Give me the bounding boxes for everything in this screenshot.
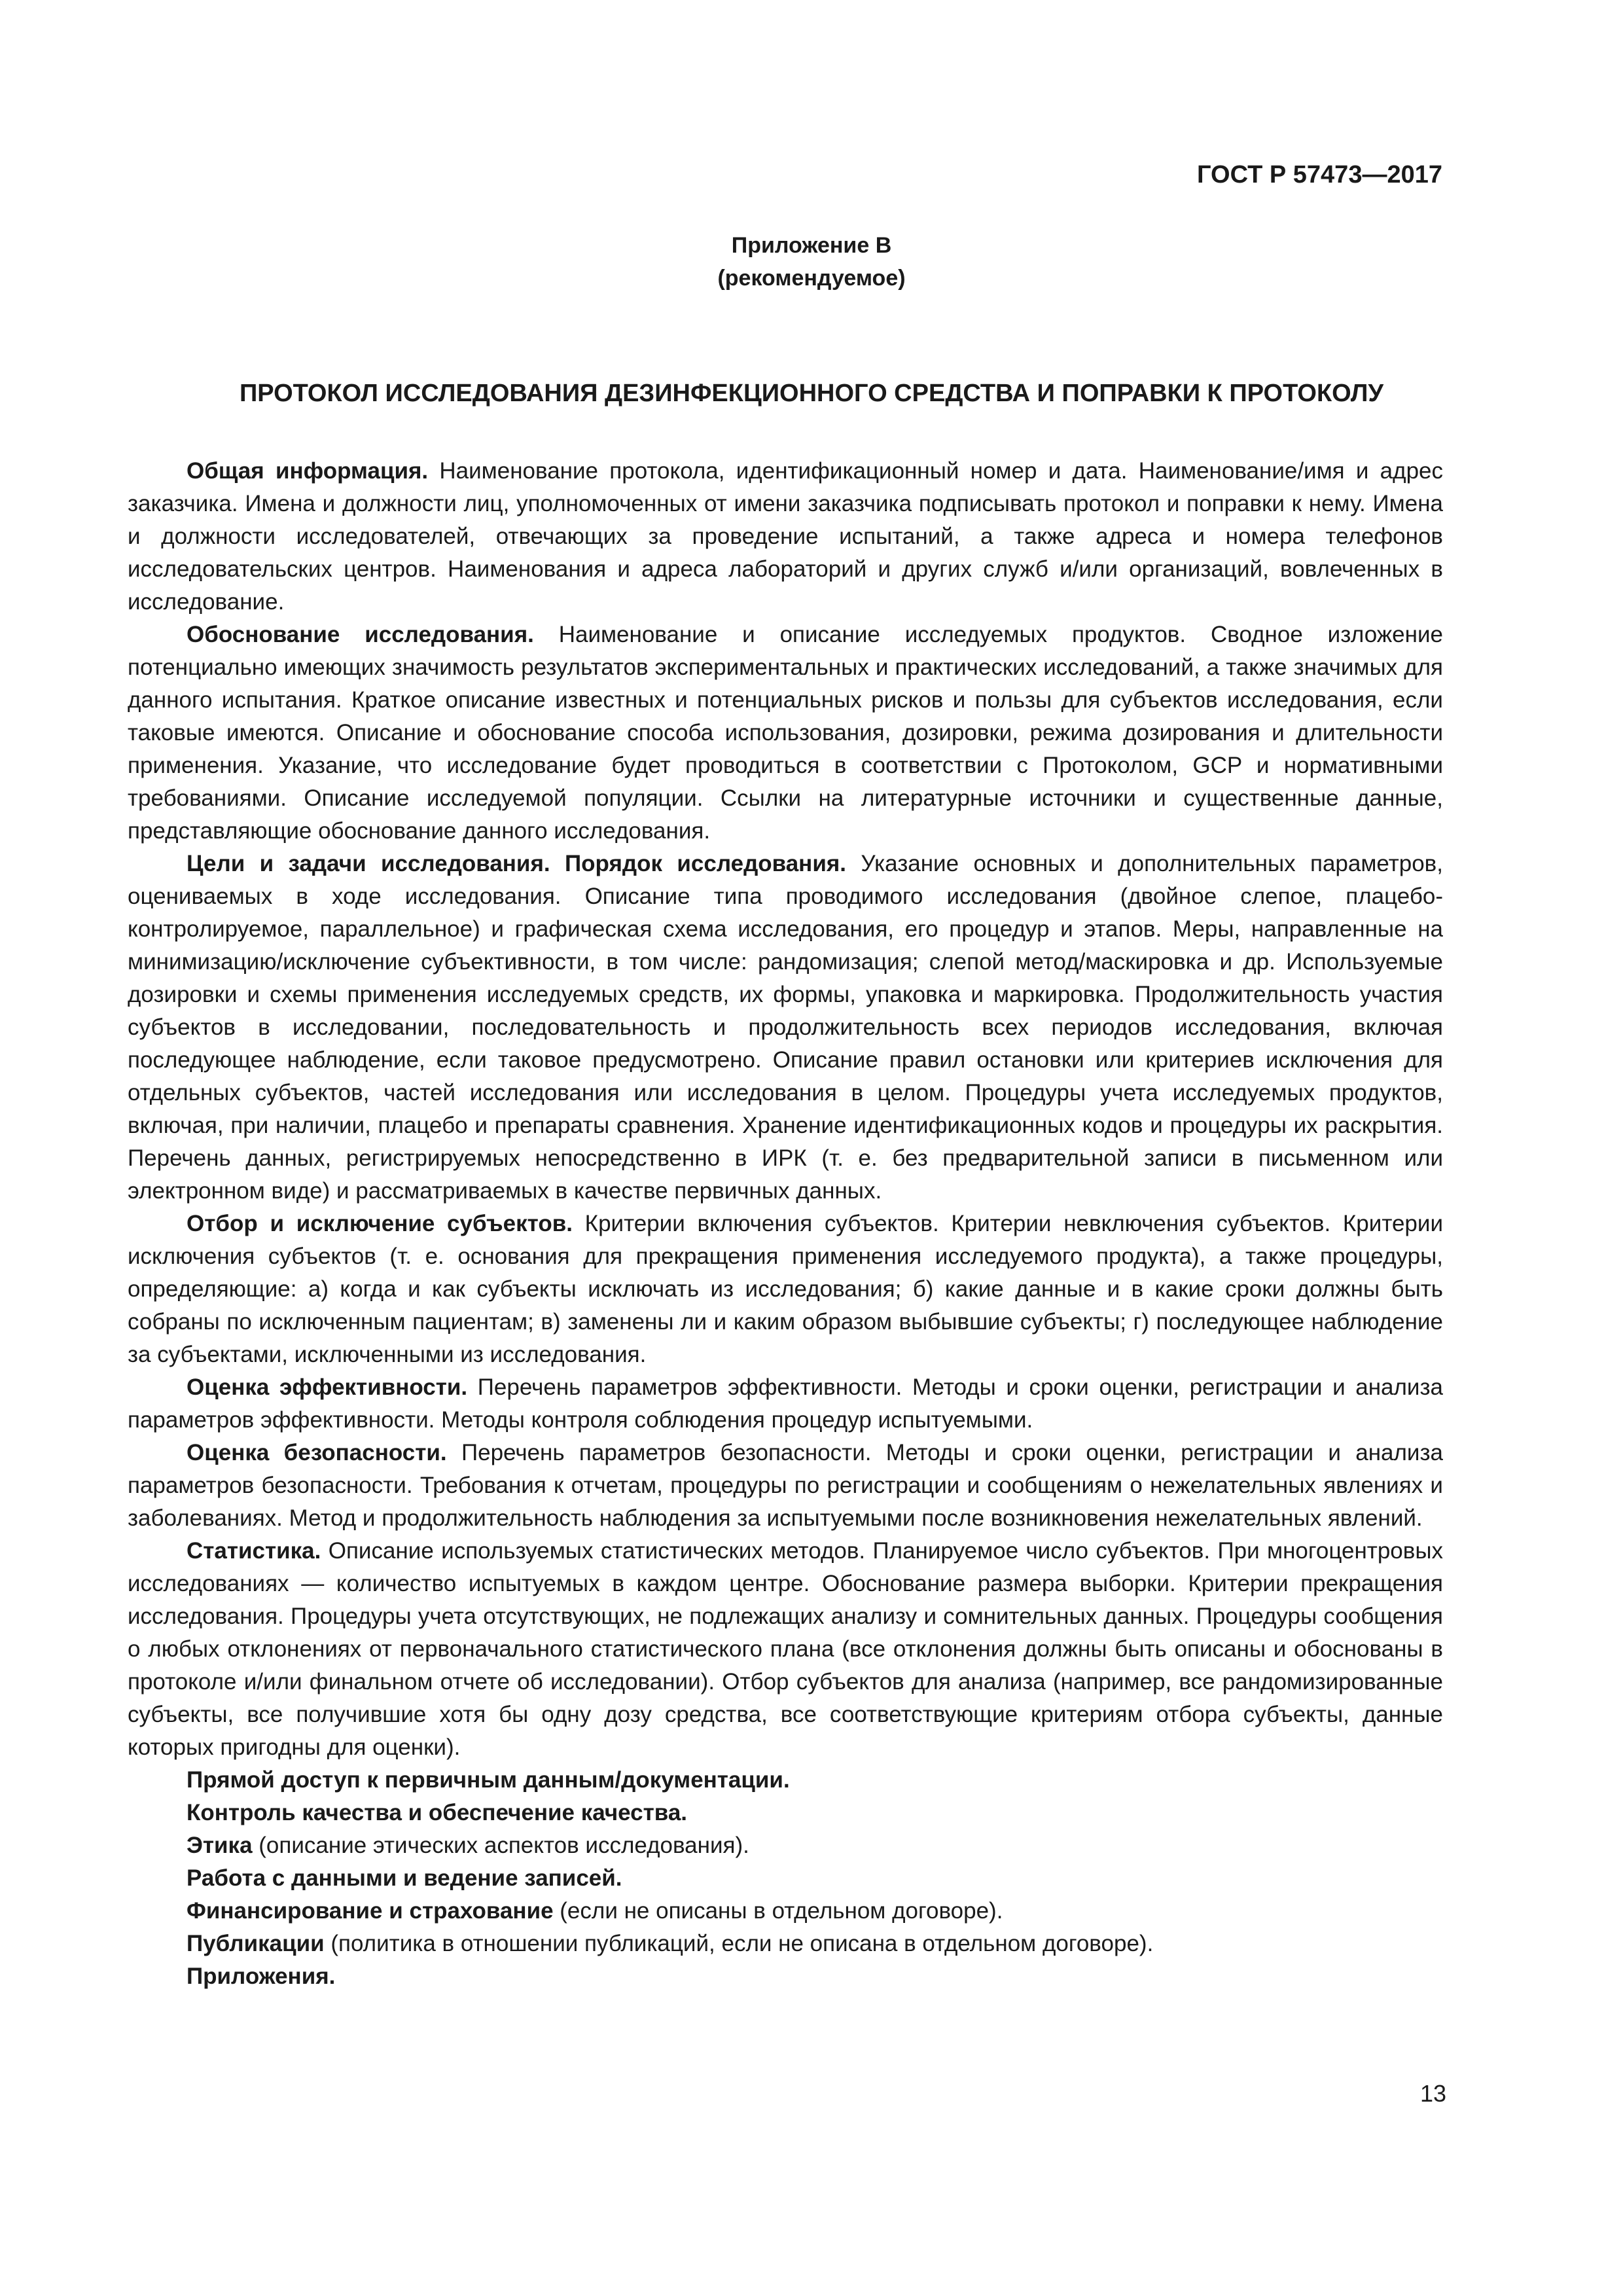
- section-text: Перечень параметров эффективности. Методы и сроки оценки, регистрации и анализа параметров эффективности. Методы контроля соблюдения процедур испытуемыми.: [128, 1374, 1443, 1433]
- item-financing: [128, 1895, 1443, 1928]
- item-heading: Финансирование и страхование: [187, 1898, 554, 1924]
- section-text: Критерии включения субъектов. Критерии невключения субъектов. Критерии исключения субъектов (т. е. основания для прекращения применения исследуемого продукта), а также процедуры, определяющие: а) когда и как субъекты исключать из исследования; б) какие данные и в какие сроки должны быть собраны по исключенным пациентам; в) заменены ли и каким образом выбывшие субъекты; г) последующее наблюдение за субъектами, исключенными из исследования.: [128, 1211, 1443, 1367]
- section-heading: Общая информация.: [187, 458, 429, 484]
- item-heading: Этика: [187, 1833, 253, 1858]
- section-heading: Отбор и исключение субъектов.: [187, 1211, 573, 1236]
- item-ethics: [128, 1829, 1443, 1862]
- document-code: ГОСТ Р 57473—2017: [1197, 161, 1442, 188]
- item-direct-access: [128, 1764, 1443, 1797]
- item-heading: Приложения.: [187, 1964, 336, 1989]
- annex-label: Приложение В: [731, 233, 892, 258]
- section-heading: Оценка безопасности.: [187, 1440, 447, 1465]
- section-statistics: [128, 1535, 1443, 1764]
- section-rationale: [128, 619, 1443, 848]
- section-text: Наименование и описание исследуемых продуктов. Сводное изложение потенциально имеющих значимость результатов экспериментальных и практических исследований, а также значимых для данного испытания. Краткое описание известных и потенциальных рисков и пользы для субъектов исследования, если таковые имеются. Описание и обоснование способа использования, дозировки, режима дозирования и длительности применения. Указание, что исследование будет проводиться в соответствии с Протоколом, GCP и нормативными требованиями. Описание исследуемой популяции. Ссылки на литературные источники и существенные данные, представляющие обоснование данного исследования.: [128, 622, 1443, 844]
- section-text: Указание основных и дополнительных параметров, оцениваемых в ходе исследования. Описание типа проводимого исследования (двойное слепое, плацебо-контролируемое, параллельное) и графическая схема исследования, его процедур и этапов. Меры, направленные на минимизацию/исключение субъективности, в том числе: рандомизация; слепой метод/маскировка и др. Используемые дозировки и схемы применения исследуемых средств, их формы, упаковка и маркировка. Продолжительность участия субъектов в исследовании, последовательность и продолжительность всех периодов исследования, включая последующее наблюдение, если таковое предусмотрено. Описание правил остановки или критериев исключения для отдельных субъектов, частей исследования или исследования в целом. Процедуры учета исследуемых продуктов, включая, при наличии, плацебо и препараты сравнения. Хранение идентификационных кодов и процедуры их раскрытия. Перечень данных, регистрируемых непосредственно в ИРК (т. е. без предварительной записи в письменном или электронном виде) и рассматриваемых в качестве первичных данных.: [128, 851, 1443, 1204]
- item-heading: Прямой доступ к первичным данным/документации.: [187, 1767, 790, 1793]
- item-quality-control: [128, 1797, 1443, 1829]
- item-heading: Публикации: [187, 1931, 325, 1956]
- annex-status: (рекомендуемое): [717, 266, 906, 291]
- item-publications: [128, 1928, 1443, 1960]
- document-body: [128, 455, 1443, 1993]
- section-subject-selection: [128, 1208, 1443, 1371]
- section-heading: Цели и задачи исследования. Порядок исследования.: [187, 851, 846, 876]
- section-heading: Оценка эффективности.: [187, 1374, 468, 1400]
- item-heading: Работа с данными и ведение записей.: [187, 1865, 622, 1891]
- section-text: Описание используемых статистических методов. Планируемое число субъектов. При многоцентровых исследованиях — количество испытуемых в каждом центре. Обоснование размера выборки. Критерии прекращения исследования. Процедуры учета отсутствующих, не подлежащих анализу и сомнительных данных. Процедуры сообщения о любых отклонениях от первоначального статистического плана (все отклонения должны быть описаны и обоснованы в протоколе и/или финальном отчете об исследовании). Отбор субъектов для анализа (например, все рандомизированные субъекты, все получившие хотя бы одну дозу средства, все соответствующие критериям отбора субъекты, данные которых пригодны для оценки).: [128, 1538, 1443, 1760]
- section-text: Наименование протокола, идентификационный номер и дата. Наименование/имя и адрес заказчика. Имена и должности лиц, уполномоченных от имени заказчика подписывать протокол и поправки к нему. Имена и должности исследователей, отвечающих за проведение испытаний, а также адреса и номера телефонов исследовательских центров. Наименования и адреса лабораторий и других служб и/или организаций, вовлеченных в исследование.: [128, 458, 1444, 615]
- annex-header: [0, 229, 1623, 295]
- page-number: 13: [1419, 2080, 1446, 2107]
- item-heading: Контроль качества и обеспечение качества.: [187, 1800, 688, 1825]
- item-text: (если не описаны в отдельном договоре).: [553, 1898, 1003, 1924]
- item-text: (описание этических аспектов исследования).: [252, 1833, 749, 1858]
- section-heading: Обоснование исследования.: [187, 622, 534, 647]
- section-efficacy: [128, 1371, 1443, 1437]
- annex-title: ПРОТОКОЛ ИССЛЕДОВАНИЯ ДЕЗИНФЕКЦИОННОГО СРЕДСТВА И ПОПРАВКИ К ПРОТОКОЛУ: [239, 380, 1384, 407]
- section-safety: [128, 1437, 1443, 1535]
- item-data-handling: [128, 1862, 1443, 1895]
- section-general-info: [128, 455, 1443, 619]
- section-text: Перечень параметров безопасности. Методы и сроки оценки, регистрации и анализа параметров безопасности. Требования к отчетам, процедуры по регистрации и сообщениям о нежелательных явлениях и заболеваниях. Метод и продолжительность наблюдения за испытуемыми после возникновения нежелательных явлений.: [128, 1440, 1443, 1531]
- item-text: (политика в отношении публикаций, если не описана в отдельном договоре).: [324, 1931, 1154, 1956]
- section-objectives: [128, 848, 1443, 1208]
- item-appendices: [128, 1960, 1443, 1993]
- section-heading: Статистика.: [187, 1538, 321, 1564]
